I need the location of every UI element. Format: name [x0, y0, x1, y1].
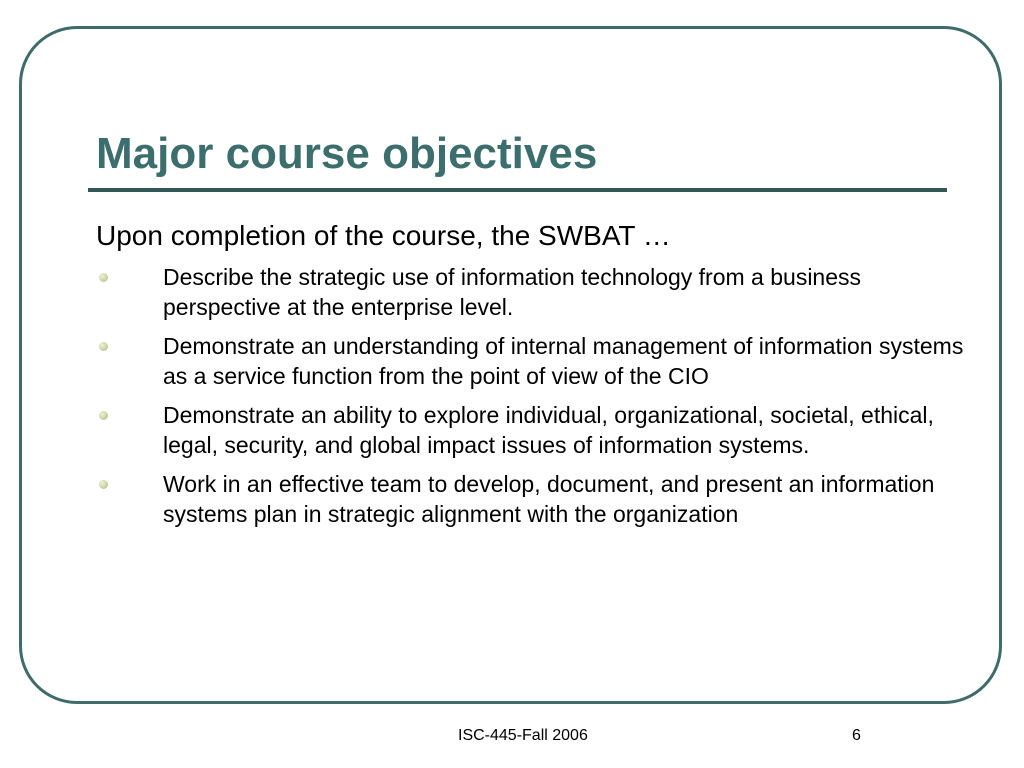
list-item-text: Demonstrate an understanding of internal management of information systems as a service function from the point of view of the CIO	[163, 333, 964, 389]
bullet-dot-icon	[99, 480, 108, 489]
list-item-text: Demonstrate an ability to explore individual, organizational, societal, ethical, legal, security, and global impact issues of information systems.	[163, 402, 934, 458]
title-divider	[88, 188, 947, 192]
footer-course-label: ISC-445-Fall 2006	[458, 727, 588, 744]
list-item-text: Work in an effective team to develop, document, and present an information systems plan in strategic alignment with the organization	[163, 471, 935, 527]
bullet-dot-icon	[99, 273, 108, 282]
list-item	[96, 331, 976, 391]
list-item	[96, 262, 976, 322]
list-item-text: Describe the strategic use of information technology from a business perspective at the enterprise level.	[163, 264, 862, 320]
bullet-dot-icon	[99, 411, 108, 420]
list-item	[96, 400, 976, 460]
page-number: 6	[852, 727, 861, 744]
list-item	[96, 469, 976, 529]
bullet-dot-icon	[99, 342, 108, 351]
intro-text: Upon completion of the course, the SWBAT …	[96, 220, 671, 251]
objectives-list	[96, 262, 976, 538]
slide-title: Major course objectives	[96, 129, 598, 178]
